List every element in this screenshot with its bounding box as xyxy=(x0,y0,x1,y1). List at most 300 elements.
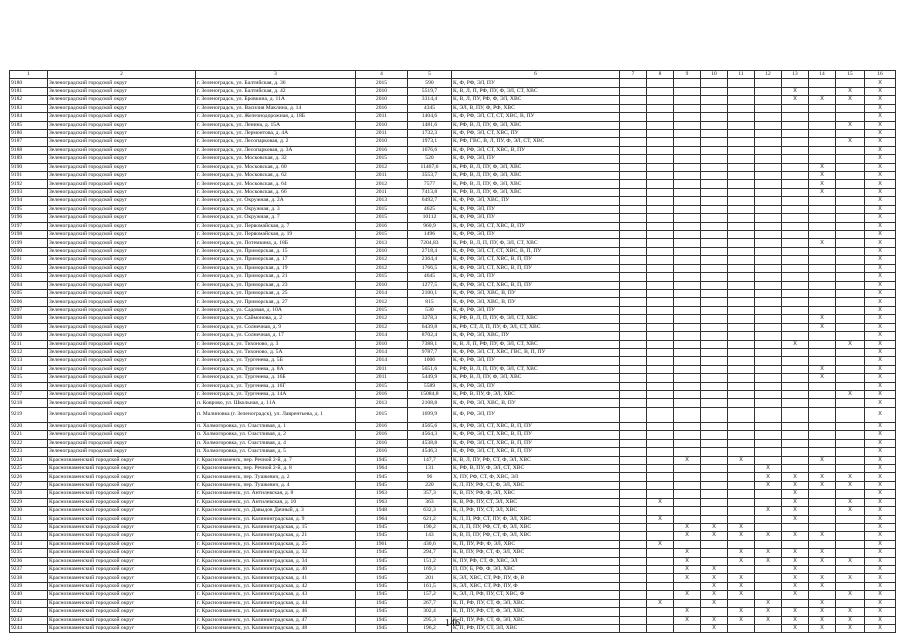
address-cell: г. Краснознаменск, ул. Калининградская, д. 15 xyxy=(196,523,356,531)
flag-cell xyxy=(647,256,674,264)
row-number-cell: 9181 xyxy=(10,87,48,95)
flag-cell xyxy=(647,239,674,247)
column-number-cell: 4 xyxy=(356,71,408,79)
flag-cell: X xyxy=(647,599,674,607)
flag-cell xyxy=(809,382,836,390)
flag-cell xyxy=(647,289,674,297)
district-name-cell: Зеленоградский городской округ xyxy=(48,163,196,171)
flag-cell: X xyxy=(701,532,728,540)
flag-cell xyxy=(620,163,647,171)
flag-cell xyxy=(755,298,782,306)
flag-cell: X xyxy=(865,422,896,430)
flag-cell xyxy=(701,79,728,87)
flag-cell xyxy=(755,306,782,314)
district-name-cell: Зеленоградский городской округ xyxy=(48,399,196,407)
flag-cell xyxy=(701,608,728,616)
flag-cell xyxy=(728,104,755,112)
flag-cell xyxy=(836,332,865,340)
flag-cell xyxy=(647,490,674,498)
works-list-cell: К, В, ПУ, РФ, Ф, ЭЛ, ХВС xyxy=(452,490,620,498)
flag-cell: X xyxy=(701,574,728,582)
address-cell: г. Краснознаменск, пер. Речной 2-й, д. 8 xyxy=(196,464,356,472)
flag-cell xyxy=(809,439,836,447)
flag-cell: X xyxy=(755,608,782,616)
register-table xyxy=(9,70,896,633)
table-row xyxy=(10,247,896,255)
table-row xyxy=(10,146,896,154)
flag-cell: X xyxy=(782,473,809,481)
column-number-cell: 1 xyxy=(10,71,48,79)
table-row xyxy=(10,197,896,205)
flag-cell xyxy=(674,79,701,87)
area-cell: 201 xyxy=(408,574,452,582)
area-cell: 161,5 xyxy=(408,582,452,590)
works-list-cell: К, В, П, ПУ, РФ, СТ, Ф, ЭЛ, ХВС xyxy=(452,532,620,540)
area-cell: 1481,6 xyxy=(408,121,452,129)
flag-cell xyxy=(836,188,865,196)
row-number-cell: 9243 xyxy=(10,616,48,624)
row-number-cell: 9222 xyxy=(10,439,48,447)
flag-cell xyxy=(701,407,728,422)
district-name-cell: Зеленоградский городской округ xyxy=(48,374,196,382)
flag-cell: X xyxy=(782,481,809,489)
year-cell: 2010 xyxy=(356,121,408,129)
area-cell: 2364,4 xyxy=(408,256,452,264)
flag-cell: X xyxy=(865,113,896,121)
flag-cell xyxy=(755,172,782,180)
year-cell: 2010 xyxy=(356,87,408,95)
flag-cell xyxy=(836,289,865,297)
works-list-cell: Х, ПУ, РФ, СТ, Ф, ХВС, ЭЛ xyxy=(452,473,620,481)
flag-cell xyxy=(701,87,728,95)
flag-cell xyxy=(728,247,755,255)
flag-cell: X xyxy=(865,431,896,439)
address-cell: г. Зеленоградск, ул. Тихоново, д. 3 xyxy=(196,340,356,348)
year-cell: 2010 xyxy=(356,247,408,255)
flag-cell xyxy=(620,138,647,146)
flag-cell xyxy=(782,399,809,407)
district-name-cell: Зеленоградский городской округ xyxy=(48,188,196,196)
flag-cell xyxy=(620,566,647,574)
flag-cell xyxy=(809,281,836,289)
area-cell: 5449,9 xyxy=(408,374,452,382)
district-name-cell: Краснознаменский городской округ xyxy=(48,557,196,565)
table-row xyxy=(10,172,896,180)
works-list-cell: К, Ф, РФ, ЭЛ, ХВС, ПУ xyxy=(452,197,620,205)
flag-cell xyxy=(620,431,647,439)
flag-cell: X xyxy=(782,625,809,633)
flag-cell xyxy=(647,197,674,205)
flag-cell: X xyxy=(836,391,865,399)
row-number-cell: 9234 xyxy=(10,540,48,548)
flag-cell xyxy=(809,566,836,574)
flag-cell xyxy=(782,146,809,154)
address-cell: г. Краснознаменск, ул. Калининградская, д. 41 xyxy=(196,574,356,582)
address-cell: г. Краснознаменск, ул. Антилевская, д. 10 xyxy=(196,498,356,506)
flag-cell xyxy=(647,557,674,565)
flag-cell: X xyxy=(865,407,896,422)
flag-cell xyxy=(620,540,647,548)
flag-cell: X xyxy=(809,188,836,196)
flag-cell xyxy=(782,306,809,314)
table-row xyxy=(10,281,896,289)
row-number-cell: 9242 xyxy=(10,608,48,616)
address-cell: г. Зеленоградск, ул. Тургенева, д. 8А xyxy=(196,365,356,373)
address-cell: г. Зеленоградск, ул. Лесопарковая, д. 3А xyxy=(196,146,356,154)
flag-cell xyxy=(674,188,701,196)
district-name-cell: Зеленоградский городской округ xyxy=(48,247,196,255)
flag-cell xyxy=(674,481,701,489)
flag-cell xyxy=(836,323,865,331)
flag-cell: X xyxy=(865,256,896,264)
district-name-cell: Зеленоградский городской округ xyxy=(48,172,196,180)
flag-cell xyxy=(701,332,728,340)
flag-cell xyxy=(647,574,674,582)
year-cell: 2010 xyxy=(356,138,408,146)
flag-cell: X xyxy=(728,608,755,616)
table-row xyxy=(10,104,896,112)
district-name-cell: Зеленоградский городской округ xyxy=(48,315,196,323)
flag-cell: X xyxy=(782,498,809,506)
row-number-cell: 9187 xyxy=(10,138,48,146)
flag-cell: X xyxy=(865,205,896,213)
flag-cell: X xyxy=(836,616,865,624)
district-name-cell: Зеленоградский городской округ xyxy=(48,129,196,137)
address-cell: г. Зеленоградск, ул. Приморская, д. 25 xyxy=(196,289,356,297)
flag-cell xyxy=(674,464,701,472)
flag-cell xyxy=(755,382,782,390)
flag-cell xyxy=(728,121,755,129)
works-list-cell: К, РФ, В, ПУ, Ф, ЭЛ, ХВС xyxy=(452,391,620,399)
area-cell: 1732,3 xyxy=(408,129,452,137)
flag-cell: X xyxy=(674,566,701,574)
works-list-cell: К, Ф, РФ, ЭЛ, СТ, ХВС, ГВС, В, П, ПУ xyxy=(452,348,620,356)
table-row xyxy=(10,365,896,373)
flag-cell xyxy=(836,239,865,247)
works-list-cell: К, П, ПУ, РФ, Ф, ЭЛ, ХВС xyxy=(452,540,620,548)
flag-cell xyxy=(674,382,701,390)
works-list-cell: К, Ф, РФ, ЭЛ, ПУ xyxy=(452,79,620,87)
district-name-cell: Зеленоградский городской округ xyxy=(48,281,196,289)
area-cell: 295,3 xyxy=(408,616,452,624)
flag-cell: X xyxy=(782,574,809,582)
flag-cell xyxy=(701,365,728,373)
district-name-cell: Зеленоградский городской округ xyxy=(48,96,196,104)
table-row xyxy=(10,574,896,582)
flag-cell xyxy=(647,422,674,430)
flag-cell xyxy=(809,298,836,306)
flag-cell xyxy=(755,79,782,87)
flag-cell xyxy=(674,197,701,205)
year-cell: 2011 xyxy=(356,129,408,137)
year-cell: 2012 xyxy=(356,315,408,323)
flag-cell xyxy=(701,540,728,548)
flag-cell xyxy=(674,205,701,213)
flag-cell xyxy=(647,231,674,239)
works-list-cell: К, Ф, РФ, ЭЛ, СТ, СТ, ХВС, В, ПУ xyxy=(452,113,620,121)
flag-cell xyxy=(620,214,647,222)
flag-cell xyxy=(674,298,701,306)
area-cell: 4564,3 xyxy=(408,431,452,439)
flag-cell: X xyxy=(701,591,728,599)
flag-cell: X xyxy=(865,146,896,154)
flag-cell xyxy=(809,391,836,399)
district-name-cell: Краснознаменский городской округ xyxy=(48,574,196,582)
flag-cell xyxy=(620,340,647,348)
flag-cell xyxy=(620,188,647,196)
row-number-cell: 9237 xyxy=(10,566,48,574)
column-number-header xyxy=(10,71,896,79)
district-name-cell: Зеленоградский городской округ xyxy=(48,323,196,331)
flag-cell: X xyxy=(755,599,782,607)
flag-cell xyxy=(809,348,836,356)
flag-cell: X xyxy=(865,507,896,515)
flag-cell: X xyxy=(865,357,896,365)
address-cell: п. Холмогоровка, ул. Счастливая, д. 5 xyxy=(196,448,356,456)
flag-cell xyxy=(620,549,647,557)
address-cell: г. Зеленоградск, ул. Окружная, д. 3 xyxy=(196,205,356,213)
flag-cell xyxy=(755,374,782,382)
flag-cell xyxy=(782,197,809,205)
area-cell: 632,3 xyxy=(408,507,452,515)
district-name-cell: Зеленоградский городской округ xyxy=(48,289,196,297)
flag-cell xyxy=(701,473,728,481)
flag-cell xyxy=(836,532,865,540)
flag-cell xyxy=(620,239,647,247)
flag-cell xyxy=(701,507,728,515)
address-cell: г. Зеленоградск, ул. Ленина, д. 15А xyxy=(196,121,356,129)
works-list-cell: К, Ф, РФ, ЭЛ, СТ, ХВС, В, ПУ xyxy=(452,146,620,154)
address-cell: г. Зеленоградск, ул. Садовая, д. 10А xyxy=(196,306,356,314)
area-cell: 4645 xyxy=(408,273,452,281)
flag-cell: X xyxy=(809,574,836,582)
works-list-cell: К, ЭЛ, В, ПУ, Ф, РФ, ХВС xyxy=(452,104,620,112)
flag-cell xyxy=(836,113,865,121)
table-row xyxy=(10,399,896,407)
flag-cell: X xyxy=(865,315,896,323)
flag-cell xyxy=(620,608,647,616)
district-name-cell: Зеленоградский городской округ xyxy=(48,382,196,390)
flag-cell: X xyxy=(674,532,701,540)
flag-cell xyxy=(782,439,809,447)
flag-cell xyxy=(782,281,809,289)
flag-cell: X xyxy=(647,540,674,548)
flag-cell xyxy=(701,498,728,506)
address-cell: г. Зеленоградск, ул. Приморская, д. 19 xyxy=(196,264,356,272)
row-number-cell: 9229 xyxy=(10,498,48,506)
flag-cell xyxy=(728,422,755,430)
works-list-cell: К, Л, ПУ, РФ, СТ, Ф, ЭЛ, ХВС xyxy=(452,481,620,489)
row-number-cell: 9205 xyxy=(10,289,48,297)
flag-cell xyxy=(755,582,782,590)
address-cell: г. Краснознаменск, ул. Антилевская, д. 8 xyxy=(196,490,356,498)
flag-cell: X xyxy=(809,625,836,633)
table-row xyxy=(10,464,896,472)
area-cell: 815 xyxy=(408,298,452,306)
flag-cell: X xyxy=(865,582,896,590)
flag-cell: X xyxy=(865,523,896,531)
flag-cell xyxy=(620,256,647,264)
flag-cell xyxy=(755,222,782,230)
flag-cell xyxy=(809,256,836,264)
flag-cell xyxy=(728,298,755,306)
address-cell: п. Холмогоровка, ул. Счастливая, д. 4 xyxy=(196,439,356,447)
flag-cell xyxy=(620,399,647,407)
flag-cell: X xyxy=(647,498,674,506)
flag-cell: X xyxy=(728,591,755,599)
flag-cell xyxy=(647,113,674,121)
flag-cell xyxy=(728,515,755,523)
flag-cell xyxy=(701,264,728,272)
flag-cell xyxy=(782,180,809,188)
flag-cell xyxy=(620,298,647,306)
flag-cell xyxy=(755,498,782,506)
works-list-cell: К, Ф, РФ, ЭЛ, СТ, ХВС, В, П, ПУ xyxy=(452,422,620,430)
flag-cell xyxy=(620,481,647,489)
flag-cell xyxy=(674,599,701,607)
works-list-cell: К, Ф, РФ, ЭЛ, ХВС, В, ПУ xyxy=(452,399,620,407)
flag-cell: X xyxy=(809,608,836,616)
area-cell: 3553,7 xyxy=(408,172,452,180)
flag-cell xyxy=(809,498,836,506)
flag-cell xyxy=(836,104,865,112)
flag-cell xyxy=(728,323,755,331)
flag-cell xyxy=(836,431,865,439)
flag-cell xyxy=(701,138,728,146)
flag-cell: X xyxy=(674,616,701,624)
address-cell: г. Зеленоградск, ул. Приморская, д. 21 xyxy=(196,273,356,281)
flag-cell xyxy=(647,382,674,390)
flag-cell xyxy=(809,197,836,205)
works-list-cell: К, Л, П, ПУ, РФ, СТ, Ф, ЭЛ, ХВС xyxy=(452,523,620,531)
area-cell: 2108,8 xyxy=(408,399,452,407)
flag-cell xyxy=(836,515,865,523)
flag-cell: X xyxy=(865,121,896,129)
flag-cell xyxy=(809,357,836,365)
address-cell: г. Зеленоградск, ул. Московская, д. 62 xyxy=(196,172,356,180)
flag-cell xyxy=(809,222,836,230)
year-cell: 2015 xyxy=(356,155,408,163)
row-number-cell: 9198 xyxy=(10,231,48,239)
flag-cell xyxy=(674,515,701,523)
flag-cell: X xyxy=(865,382,896,390)
flag-cell xyxy=(647,391,674,399)
year-cell: 1964 xyxy=(356,464,408,472)
flag-cell: X xyxy=(728,456,755,464)
year-cell: 2016 xyxy=(356,422,408,430)
flag-cell: X xyxy=(865,340,896,348)
works-list-cell: К, Ф, РФ, ЭЛ, ПУ xyxy=(452,205,620,213)
flag-cell: X xyxy=(865,87,896,95)
address-cell: п. Малиновка (г. Зеленоградск), ул. Лаврентьева, д. 1 xyxy=(196,407,356,422)
flag-cell xyxy=(701,481,728,489)
area-cell: 7204,83 xyxy=(408,239,452,247)
flag-cell xyxy=(674,357,701,365)
row-number-cell: 9231 xyxy=(10,515,48,523)
flag-cell xyxy=(674,239,701,247)
works-list-cell: К, Ф, РФ, ЭЛ, СТ, ХВС, ПУ xyxy=(452,129,620,137)
district-name-cell: Краснознаменский городской округ xyxy=(48,481,196,489)
flag-cell xyxy=(701,323,728,331)
row-number-cell: 9201 xyxy=(10,256,48,264)
address-cell: г. Зеленоградск, ул. Приморская, д. 15 xyxy=(196,247,356,255)
flag-cell xyxy=(836,79,865,87)
year-cell: 2015 xyxy=(356,79,408,87)
flag-cell: X xyxy=(836,96,865,104)
year-cell: 2011 xyxy=(356,374,408,382)
table-row xyxy=(10,306,896,314)
area-cell: 4538,8 xyxy=(408,439,452,447)
flag-cell xyxy=(782,382,809,390)
row-number-cell: 9206 xyxy=(10,298,48,306)
flag-cell xyxy=(674,163,701,171)
table-row xyxy=(10,431,896,439)
address-cell: г. Краснознаменск, ул. Давыдов Дачный, д. 3 xyxy=(196,507,356,515)
district-name-cell: Зеленоградский городской округ xyxy=(48,439,196,447)
flag-cell xyxy=(755,113,782,121)
area-cell: 96 xyxy=(408,473,452,481)
year-cell: 1945 xyxy=(356,456,408,464)
flag-cell xyxy=(620,591,647,599)
flag-cell: X xyxy=(782,616,809,624)
district-name-cell: Зеленоградский городской округ xyxy=(48,256,196,264)
flag-cell xyxy=(782,172,809,180)
year-cell: 2012 xyxy=(356,323,408,331)
flag-cell xyxy=(701,549,728,557)
flag-cell xyxy=(647,464,674,472)
works-list-cell: К, Ф, РФ, ЭЛ, ХВС, В, ПУ xyxy=(452,298,620,306)
year-cell: 2010 xyxy=(356,281,408,289)
table-row xyxy=(10,129,896,137)
year-cell: 2013 xyxy=(356,197,408,205)
flag-cell: X xyxy=(755,507,782,515)
flag-cell xyxy=(782,121,809,129)
flag-cell xyxy=(836,306,865,314)
flag-cell: X xyxy=(865,399,896,407)
row-number-cell: 9196 xyxy=(10,214,48,222)
flag-cell xyxy=(701,247,728,255)
flag-cell xyxy=(728,332,755,340)
flag-cell xyxy=(674,180,701,188)
row-number-cell: 9200 xyxy=(10,247,48,255)
flag-cell xyxy=(755,104,782,112)
column-number-cell: 6 xyxy=(452,71,620,79)
flag-cell xyxy=(782,205,809,213)
row-number-cell: 9225 xyxy=(10,464,48,472)
flag-cell xyxy=(647,79,674,87)
flag-cell: X xyxy=(755,549,782,557)
year-cell: 2015 xyxy=(356,407,408,422)
table-row xyxy=(10,163,896,171)
flag-cell xyxy=(755,146,782,154)
flag-cell: X xyxy=(809,481,836,489)
flag-cell xyxy=(782,214,809,222)
flag-cell: X xyxy=(782,340,809,348)
flag-cell xyxy=(728,87,755,95)
works-list-cell: К, Ф, РФ, ЭЛ, ПУ xyxy=(452,357,620,365)
flag-cell xyxy=(836,399,865,407)
area-cell: 2100,1 xyxy=(408,289,452,297)
flag-cell xyxy=(836,264,865,272)
area-cell: 4625 xyxy=(408,205,452,213)
flag-cell xyxy=(674,340,701,348)
flag-cell xyxy=(836,163,865,171)
flag-cell xyxy=(728,273,755,281)
flag-cell xyxy=(755,96,782,104)
row-number-cell: 9240 xyxy=(10,591,48,599)
flag-cell xyxy=(674,273,701,281)
flag-cell: X xyxy=(809,557,836,565)
